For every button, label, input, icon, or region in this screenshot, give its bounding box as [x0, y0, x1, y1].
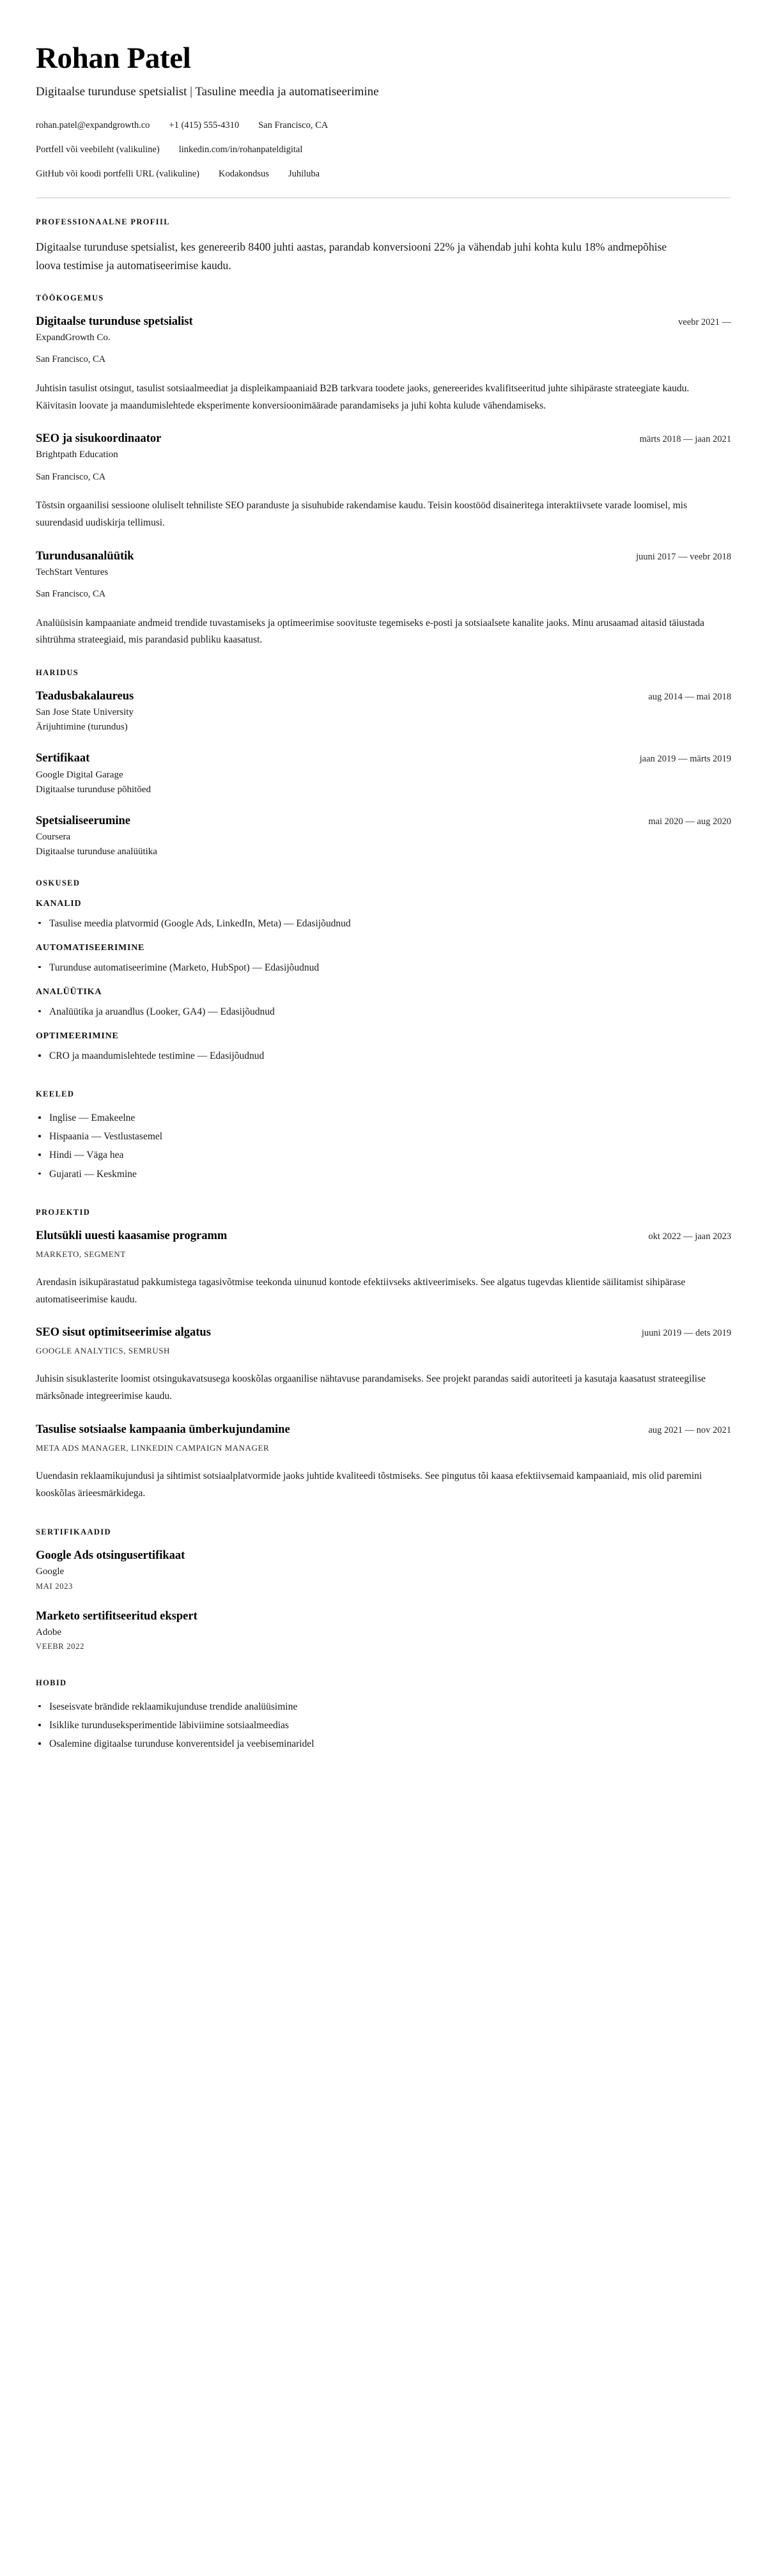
experience-company: ExpandGrowth Co. — [36, 332, 111, 343]
experience-location: San Francisco, CA — [36, 471, 106, 482]
contact-linkedin[interactable]: linkedin.com/in/rohanpateldigital — [178, 144, 303, 155]
education-field: Digitaalse turunduse põhitõed — [36, 784, 151, 795]
skill-item: Tasulise meedia platvormid (Google Ads, LinkedIn, Meta) — Edasijõudnud — [36, 916, 731, 932]
project-entry-head — [36, 1422, 731, 1437]
experience-description: Analüüsisin kampaaniate andmeid trendide tuvastamiseks ja optimeerimise soovituste tegemiseks e-posti ja sotsiaalsete kanalite jaoks. Minu arusaamad aitasid täiustada sihtrühma strateegiaid, mis parandasid publiku kaasatust. — [36, 617, 704, 646]
section-education — [36, 668, 731, 859]
section-title-experience: TÖÖKOGEMUS — [36, 293, 104, 303]
skill-group — [36, 987, 731, 1020]
experience-entry — [36, 549, 731, 649]
education-date: aug 2014 — mai 2018 — [648, 691, 731, 702]
contact-portfolio-label: Portfell või veebileht (valikuline) — [36, 144, 160, 155]
experience-description: Tõstsin orgaanilisi sessioone oluliselt tehniliste SEO paranduste ja sisuhubide rakendamise kaudu. Teisin koostööd disaineritega interaktiivsete varade loomisel, mis suurendasid uudiskirja tellimusi. — [36, 500, 688, 528]
contact-row-portfolio — [36, 143, 731, 157]
section-skills — [36, 878, 731, 1064]
section-title-hobbies: HOBID — [36, 1678, 67, 1687]
contact-row-secondary — [36, 168, 731, 181]
project-entry — [36, 1422, 731, 1503]
skill-group — [36, 899, 731, 932]
language-item: Hispaania — Vestlustasemel — [36, 1128, 731, 1144]
skill-group — [36, 943, 731, 976]
skill-list — [36, 1004, 731, 1020]
language-item: Hindi — Väga hea — [36, 1147, 731, 1163]
project-description: Uuendasin reklaamikujundusi ja sihtimist sotsiaalplatvormide jaoks juhtide kvaliteedi tõstmiseks. See pingutus tõi kaasa efektiivsemaid kampaaniaid, mis olid paremini kooskõlas ärieesmärkidega. — [36, 1470, 702, 1499]
education-date: jaan 2019 — märts 2019 — [639, 754, 731, 765]
section-title-languages: KEELED — [36, 1089, 75, 1099]
language-item: Inglise — Emakeelne — [36, 1110, 731, 1126]
skill-list — [36, 1048, 731, 1064]
project-date: juuni 2019 — dets 2019 — [641, 1328, 731, 1339]
skill-list — [36, 916, 731, 932]
project-date: okt 2022 — jaan 2023 — [648, 1231, 731, 1242]
section-certifications — [36, 1527, 731, 1653]
certification-issuer: Adobe — [36, 1627, 61, 1638]
education-degree: Teadusbakalaureus — [36, 689, 134, 703]
layout-spacer — [36, 1083, 731, 1089]
skill-group-name: ANALÜÜTIKA — [36, 987, 102, 997]
education-school: Google Digital Garage — [36, 769, 123, 780]
education-field: Digitaalse turunduse analüütika — [36, 847, 157, 857]
hobby-item: Isiklike turunduseksperimentide läbiviimine sotsiaalmeedias — [36, 1717, 731, 1733]
experience-date: märts 2018 — jaan 2021 — [639, 434, 731, 445]
hobby-item: Osalemine digitaalse turunduse konverentsidel ja veebiseminaridel — [36, 1736, 731, 1752]
experience-date: veebr 2021 — — [678, 317, 731, 328]
project-tools: MARKETO, SEGMENT — [36, 1249, 126, 1259]
section-title-summary: PROFESSIONAALNE PROFIIL — [36, 217, 170, 227]
experience-role: Turundusanalüütik — [36, 549, 134, 563]
hobby-list — [36, 1699, 731, 1752]
experience-company: Brightpath Education — [36, 449, 118, 460]
certification-entry — [36, 1548, 731, 1592]
section-title-projects: PROJEKTID — [36, 1207, 91, 1217]
layout-spacer — [36, 1672, 731, 1678]
skill-group-name: OPTIMEERIMINE — [36, 1031, 119, 1042]
layout-spacer — [36, 1201, 731, 1208]
experience-location: San Francisco, CA — [36, 588, 106, 599]
experience-entry-head — [36, 431, 731, 446]
certification-name: Google Ads otsingusertifikaat — [36, 1549, 185, 1563]
project-tools: META ADS MANAGER, LINKEDIN CAMPAIGN MANAGER — [36, 1442, 270, 1453]
resume-header — [36, 42, 731, 181]
project-entry — [36, 1228, 731, 1309]
certification-entry — [36, 1609, 731, 1653]
education-entry-head — [36, 751, 731, 766]
skill-item: Turunduse automatiseerimine (Marketo, HubSpot) — Edasijõudnud — [36, 960, 731, 976]
contact-phone[interactable]: +1 (415) 555-4310 — [169, 120, 240, 131]
experience-date: juuni 2017 — veebr 2018 — [635, 551, 731, 562]
project-name: SEO sisut optimitseerimise algatus — [36, 1326, 211, 1339]
skill-group — [36, 1031, 731, 1064]
project-description: Arendasin isikupärastatud pakkumistega tagasivõtmise teekonda uinunud kontode efektiivseks aktiveerimiseks. See algatus tugevdas klientide säilitamist sihipärase automatiseerimise kaudu. — [36, 1276, 686, 1305]
project-date: aug 2021 — nov 2021 — [648, 1425, 731, 1435]
education-date: mai 2020 — aug 2020 — [648, 816, 731, 827]
project-name: Tasulise sotsiaalse kampaania ümberkujundamine — [36, 1423, 290, 1436]
education-entry — [36, 751, 731, 797]
experience-company: TechStart Ventures — [36, 566, 109, 577]
contact-github-label: GitHub või koodi portfelli URL (valikuline) — [36, 169, 199, 180]
skill-item: CRO ja maandumislehtede testimine — Edasijõudnud — [36, 1048, 731, 1064]
contact-email[interactable]: rohan.patel@expandgrowth.co — [36, 120, 150, 131]
section-languages — [36, 1089, 731, 1182]
certification-name: Marketo sertifitseeritud ekspert — [36, 1610, 198, 1623]
section-projects — [36, 1208, 731, 1503]
project-name: Elutsükli uuesti kaasamise programm — [36, 1229, 228, 1242]
certification-date: MAI 2023 — [36, 1581, 74, 1591]
contact-driving-license-label: Juhiluba — [288, 169, 320, 180]
education-entry — [36, 813, 731, 859]
experience-location: San Francisco, CA — [36, 354, 106, 365]
education-entry — [36, 689, 731, 735]
education-degree: Spetsialiseerumine — [36, 815, 130, 828]
layout-spacer — [36, 1521, 731, 1527]
section-experience — [36, 293, 731, 649]
summary-text: Digitaalse turunduse spetsialist, kes genereerib 8400 juhti aastas, parandab konversiooni 22% ja vähendab juhi kohta kulu 18% andmepõhise loova testimise ja automatiseerimise kaudu. — [36, 240, 667, 272]
project-entry-head — [36, 1228, 731, 1244]
certification-issuer: Google — [36, 1566, 65, 1577]
language-list — [36, 1110, 731, 1182]
experience-description: Juhtisin tasulist otsingut, tasulist sotsiaalmeediat ja displeikampaaniaid B2B tarkvara toodete jaoks, genereerides kvalifitseeritud juhte sihipäraste strateegiate kaudu. Käivitasin loovate ja maandumislehtede eksperimente konversioonimäärade parandamiseks ja juhi kohta kulude vähendamiseks. — [36, 383, 690, 411]
education-school: Coursera — [36, 832, 71, 843]
contact-location: San Francisco, CA — [258, 120, 329, 131]
skill-group-name: AUTOMATISEERIMINE — [36, 942, 145, 953]
section-hobbies — [36, 1678, 731, 1752]
experience-entry — [36, 431, 731, 531]
hobby-item: Iseseisvate brändide reklaamikujunduse trendide analüüsimine — [36, 1699, 731, 1715]
section-title-skills: OSKUSED — [36, 878, 81, 887]
experience-entry-head — [36, 314, 731, 329]
section-summary — [36, 217, 731, 274]
certification-date: VEEBR 2022 — [36, 1642, 85, 1651]
contact-citizenship-label: Kodakondsus — [219, 169, 269, 180]
experience-entry — [36, 314, 731, 414]
experience-role: Digitaalse turunduse spetsialist — [36, 315, 193, 329]
candidate-name: Rohan Patel — [36, 42, 191, 75]
education-field: Ärijuhtimine (turundus) — [36, 722, 128, 733]
candidate-headline: Digitaalse turunduse spetsialist | Tasuline meedia ja automatiseerimine — [36, 84, 379, 98]
skill-item: Analüütika ja aruandlus (Looker, GA4) — Edasijõudnud — [36, 1004, 731, 1020]
education-entry-head — [36, 813, 731, 829]
skill-group-name: KANALID — [36, 898, 82, 909]
section-title-certifications: SERTIFIKAADID — [36, 1527, 111, 1537]
experience-role: SEO ja sisukoordinaator — [36, 432, 162, 446]
education-degree: Sertifikaat — [36, 752, 90, 765]
project-entry-head — [36, 1325, 731, 1340]
education-school: San Jose State University — [36, 706, 134, 717]
education-entry-head — [36, 689, 731, 704]
contact-row-primary — [36, 119, 731, 132]
language-item: Gujarati — Keskmine — [36, 1166, 731, 1182]
experience-entry-head — [36, 549, 731, 564]
skill-list — [36, 960, 731, 976]
section-title-education: HARIDUS — [36, 667, 79, 677]
project-description: Juhisin sisuklasterite loomist otsingukavatsusega kooskõlas orgaanilise nähtavuse parandamiseks. See projekt parandas saidi autoriteeti ja kasutaja kaasatust strateegilise märksõnade integreerimise kaudu. — [36, 1373, 706, 1402]
project-tools: GOOGLE ANALYTICS, SEMRUSH — [36, 1346, 170, 1356]
project-entry — [36, 1325, 731, 1405]
